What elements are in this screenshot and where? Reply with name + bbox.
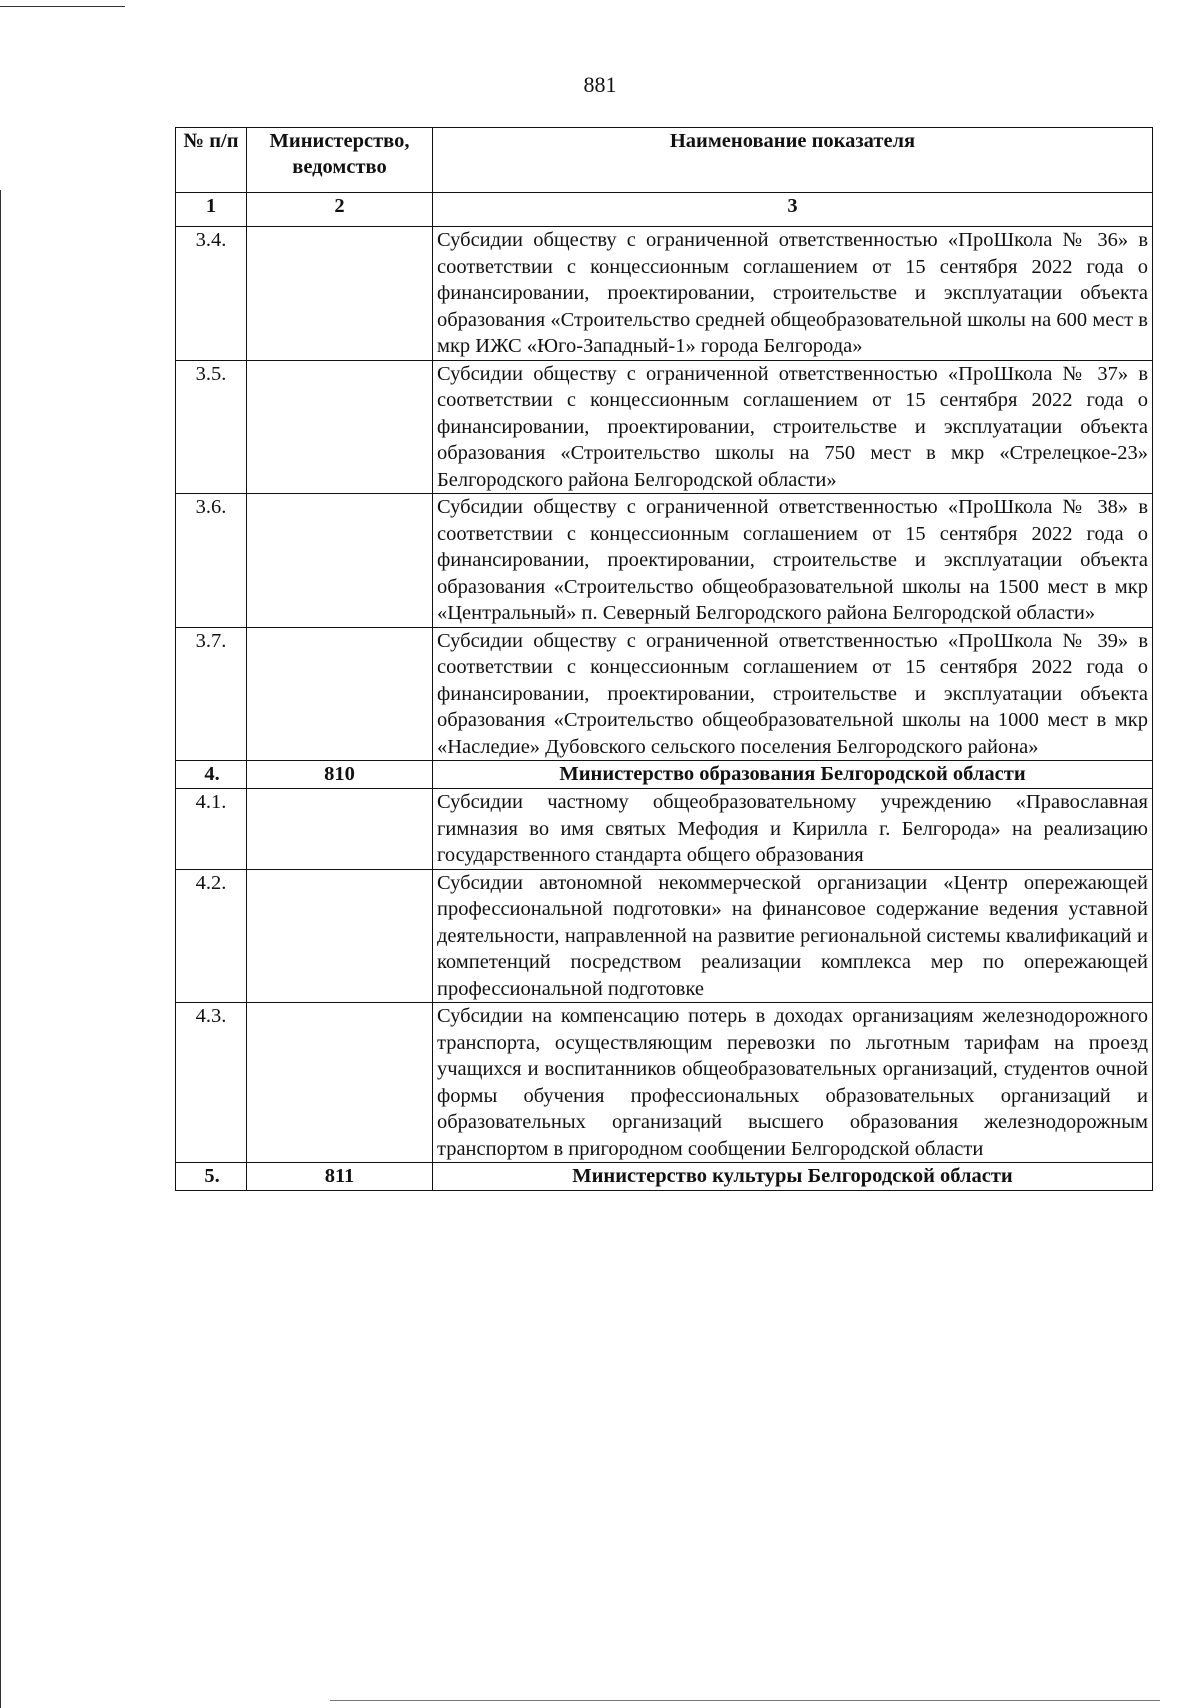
indicator-text: Субсидии на компенсацию потерь в доходах организациям железнодорожного транспорта, осуществляющим перевозки по льготным тарифам на проезд учащихся и воспитанников общеобразовательных организаций, студентов очной формы обучения профессиональных образовательных организаций и образовательных организаций высшего образования железнодорожным транспортом в пригородном сообщении Белгородской области: [433, 1003, 1153, 1163]
indicator-text: Субсидии обществу с ограниченной ответственностью «ПроШкола № 39» в соответствии с концессионным соглашением от 15 сентября 2022 года о финансировании, проектировании, строительстве и эксплуатации объекта образования «Строительство общеобразовательной школы на 1000 мест в мкр «Наследие» Дубовского сельского поселения Белгородского района»: [433, 627, 1153, 761]
row-number: 3.4.: [176, 227, 247, 361]
row-number: 3.6.: [176, 494, 247, 628]
row-number: 3.5.: [176, 360, 247, 494]
ministry-cell: [247, 789, 433, 870]
indicator-text: Субсидии частному общеобразовательному учреждению «Православная гимназия во имя святых Мефодия и Кирилла г. Белгорода» на реализацию государственного стандарта общего образования: [433, 789, 1153, 870]
ministry-name: Министерство культуры Белгородской области: [433, 1163, 1153, 1191]
table-row: [176, 1003, 1153, 1163]
scan-edge-line: [0, 190, 1, 1708]
table-row: [176, 360, 1153, 494]
indicator-text: Субсидии обществу с ограниченной ответственностью «ПроШкола № 37» в соответствии с концессионным соглашением от 15 сентября 2022 года о финансировании, проектировании, строительстве и эксплуатации объекта образования «Строительство школы на 750 мест в мкр «Стрелецкое-23» Белгородского района Белгородской области»: [433, 360, 1153, 494]
header-ministry: Министерство, ведомство: [247, 128, 433, 193]
page-number: 881: [583, 72, 617, 97]
header-number: № п/п: [176, 128, 247, 193]
section-row: [176, 1163, 1153, 1191]
ministry-code: 811: [247, 1163, 433, 1191]
indicator-text: Субсидии автономной некоммерческой организации «Центр опережающей профессиональной подготовки» на финансовое содержание ведения уставной деятельности, направленной на развитие региональной системы квалификаций и компетенций посредством реализации комплекса мер по опережающей профессиональной подготовке: [433, 869, 1153, 1003]
ministry-cell: [247, 227, 433, 361]
ministry-cell: [247, 627, 433, 761]
table-row: [176, 627, 1153, 761]
ministry-cell: [247, 494, 433, 628]
ministry-cell: [247, 1003, 433, 1163]
table-row: [176, 227, 1153, 361]
header-indicator-name: Наименование показателя: [433, 128, 1153, 193]
ministry-name: Министерство образования Белгородской области: [433, 761, 1153, 789]
indicator-text: Субсидии обществу с ограниченной ответственностью «ПроШкола № 38» в соответствии с концессионным соглашением от 15 сентября 2022 года о финансировании, проектировании, строительстве и эксплуатации объекта образования «Строительство общеобразовательной школы на 1500 мест в мкр «Центральный» п. Северный Белгородского района Белгородской области»: [433, 494, 1153, 628]
table-row: [176, 869, 1153, 1003]
column-numbers-row: [176, 193, 1153, 227]
row-number: 3.7.: [176, 627, 247, 761]
row-number: 4.2.: [176, 869, 247, 1003]
row-number: 4.1.: [176, 789, 247, 870]
table-row: [176, 789, 1153, 870]
column-number: 1: [176, 193, 247, 227]
indicators-table: [175, 127, 1153, 1191]
column-number: 2: [247, 193, 433, 227]
column-number: 3: [433, 193, 1153, 227]
ministry-cell: [247, 869, 433, 1003]
table-header-row: [176, 128, 1153, 193]
table-row: [176, 494, 1153, 628]
section-number: 4.: [176, 761, 247, 789]
scan-edge-line: [0, 6, 125, 7]
section-number: 5.: [176, 1163, 247, 1191]
ministry-code: 810: [247, 761, 433, 789]
section-row: [176, 761, 1153, 789]
scan-edge-line: [330, 1700, 1160, 1701]
row-number: 4.3.: [176, 1003, 247, 1163]
indicator-text: Субсидии обществу с ограниченной ответственностью «ПроШкола № 36» в соответствии с концессионным соглашением от 15 сентября 2022 года о финансировании, проектировании, строительстве и эксплуатации объекта образования «Строительство средней общеобразовательной школы на 600 мест в мкр ИЖС «Юго-Западный-1» города Белгорода»: [433, 227, 1153, 361]
table-body: [176, 227, 1153, 1191]
ministry-cell: [247, 360, 433, 494]
